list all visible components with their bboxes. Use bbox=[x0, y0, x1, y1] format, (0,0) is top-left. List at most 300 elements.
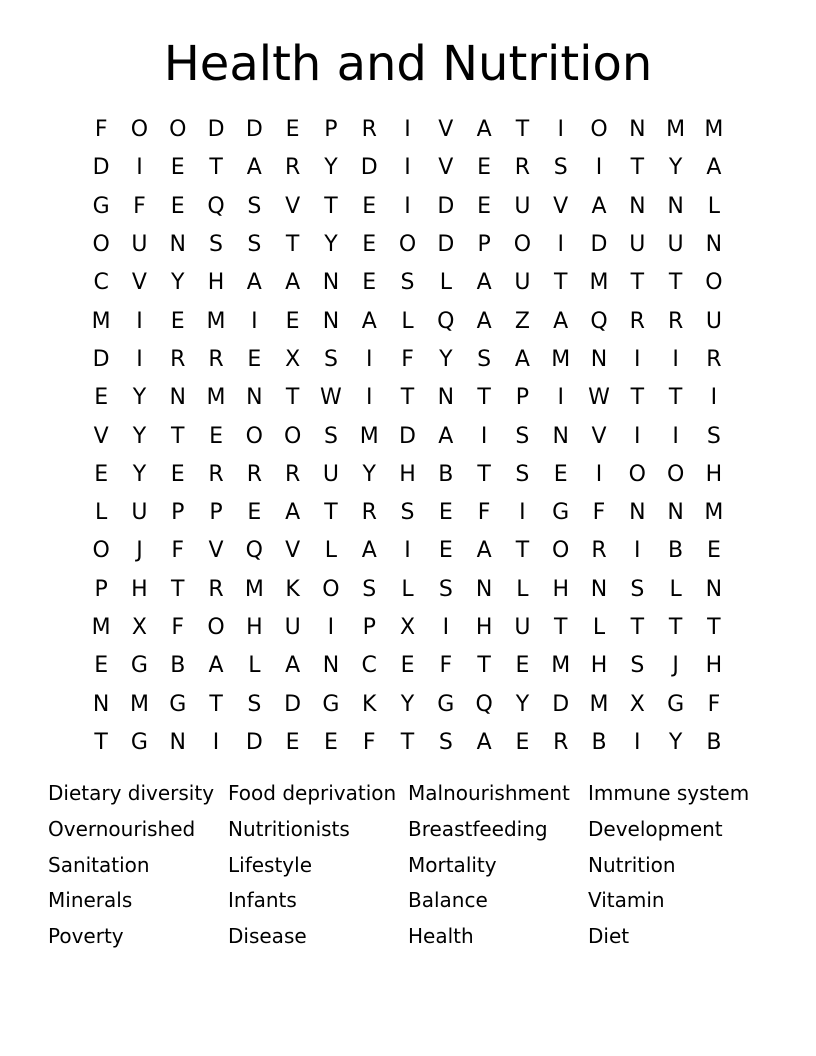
grid-letter: N bbox=[322, 270, 340, 296]
word-list-item: Dietary diversity bbox=[48, 781, 215, 805]
grid-letter: L bbox=[669, 576, 682, 602]
grid-letter: O bbox=[283, 423, 302, 449]
grid-letter: I bbox=[557, 232, 564, 258]
word-list-item: Infants bbox=[228, 888, 297, 913]
grid-letter: R bbox=[667, 308, 684, 334]
grid-letter: I bbox=[212, 729, 220, 755]
grid-letter: I bbox=[557, 117, 564, 143]
grid-letter: N bbox=[437, 385, 455, 411]
grid-letter: F bbox=[592, 500, 606, 526]
grid-letter: R bbox=[246, 461, 262, 487]
word-list-item: Nutritionists bbox=[228, 816, 350, 841]
grid-letter: V bbox=[553, 193, 569, 219]
grid-letter: F bbox=[439, 653, 453, 679]
grid-letter: I bbox=[634, 346, 641, 372]
grid-letter: L bbox=[439, 270, 452, 296]
grid-letter: D bbox=[437, 193, 455, 219]
grid-letter: T bbox=[324, 500, 338, 526]
grid-letter: U bbox=[667, 232, 684, 258]
grid-letter: M bbox=[244, 576, 264, 602]
grid-letter: I bbox=[442, 615, 450, 640]
grid-letter: B bbox=[591, 729, 607, 755]
grid-letter: X bbox=[131, 615, 147, 640]
grid-letter: H bbox=[399, 461, 416, 487]
grid-letter: S bbox=[400, 270, 415, 296]
grid-letter: U bbox=[514, 615, 531, 640]
grid-letter: W bbox=[320, 385, 342, 411]
grid-letter: R bbox=[591, 538, 607, 564]
grid-letter: L bbox=[324, 538, 338, 564]
grid-letter: P bbox=[171, 500, 185, 526]
grid-letter: J bbox=[136, 538, 143, 564]
grid-letter: N bbox=[322, 653, 340, 679]
grid-letter: Y bbox=[668, 729, 683, 755]
grid-letter: B bbox=[438, 461, 454, 487]
grid-letter: Y bbox=[400, 691, 415, 717]
grid-letter: N bbox=[629, 117, 646, 143]
grid-letter: H bbox=[207, 270, 225, 296]
grid-letter: I bbox=[480, 423, 488, 449]
grid-letter: S bbox=[477, 346, 492, 372]
grid-letter: E bbox=[94, 461, 109, 487]
grid-letter: M bbox=[91, 615, 111, 640]
grid-letter: A bbox=[438, 423, 454, 449]
grid-letter: A bbox=[246, 155, 262, 181]
grid-letter: E bbox=[362, 193, 377, 219]
grid-letter: D bbox=[399, 423, 416, 449]
grid-letter: M bbox=[206, 308, 226, 334]
grid-letter: E bbox=[477, 193, 492, 219]
word-list-item: Disease bbox=[228, 924, 307, 949]
grid-letter: R bbox=[706, 346, 722, 372]
grid-letter: E bbox=[170, 193, 185, 219]
grid-letter: L bbox=[707, 193, 721, 219]
grid-letter: S bbox=[362, 576, 377, 602]
grid-letter: G bbox=[92, 193, 110, 219]
grid-letter: P bbox=[515, 385, 530, 411]
grid-letter: L bbox=[401, 308, 414, 334]
grid-letter: T bbox=[668, 270, 683, 296]
grid-letter: E bbox=[362, 232, 377, 258]
grid-letter: I bbox=[136, 308, 143, 334]
grid-letter: I bbox=[672, 423, 679, 449]
grid-letter: G bbox=[552, 500, 570, 526]
grid-letter: G bbox=[130, 653, 148, 679]
grid-letter: H bbox=[705, 653, 723, 679]
grid-letter: O bbox=[705, 270, 723, 296]
grid-letter: A bbox=[476, 308, 492, 334]
grid-letter: T bbox=[630, 385, 645, 411]
grid-letter: M bbox=[551, 653, 571, 679]
grid-letter: F bbox=[94, 117, 108, 143]
word-list-item: Minerals bbox=[48, 888, 133, 913]
grid-letter: E bbox=[247, 500, 262, 526]
grid-letter: M bbox=[359, 423, 379, 449]
grid-letter: A bbox=[706, 155, 722, 181]
grid-letter: P bbox=[94, 576, 108, 602]
word-list-item: Mortality bbox=[408, 852, 497, 877]
word-list-item: Health bbox=[408, 924, 474, 949]
word-list-item: Breastfeeding bbox=[408, 816, 548, 841]
grid-letter: T bbox=[477, 385, 491, 411]
grid-letter: N bbox=[590, 576, 608, 602]
grid-letter: H bbox=[246, 615, 263, 640]
grid-letter: Y bbox=[362, 461, 376, 487]
grid-letter: M bbox=[704, 117, 724, 143]
grid-letter: S bbox=[706, 423, 721, 449]
word-list-item: Vitamin bbox=[588, 888, 665, 913]
grid-letter: V bbox=[285, 193, 301, 219]
grid-letter: I bbox=[519, 500, 526, 526]
grid-letter: T bbox=[285, 232, 300, 258]
grid-letter: W bbox=[588, 385, 610, 411]
grid-letter: D bbox=[590, 232, 608, 258]
grid-letter: O bbox=[245, 423, 263, 449]
word-list-item: Malnourishment bbox=[408, 781, 570, 805]
grid-letter: E bbox=[706, 538, 721, 564]
grid-letter: D bbox=[552, 691, 570, 717]
grid-letter: A bbox=[514, 346, 530, 372]
grid-letter: T bbox=[209, 155, 223, 181]
grid-letter: M bbox=[91, 308, 111, 334]
grid-letter: B bbox=[170, 653, 186, 679]
grid-letter: S bbox=[247, 232, 262, 258]
word-list-item: Diet bbox=[588, 924, 630, 949]
grid-letter: I bbox=[365, 385, 373, 411]
grid-letter: K bbox=[362, 691, 377, 717]
grid-letter: R bbox=[553, 729, 569, 755]
grid-letter: V bbox=[438, 155, 454, 181]
word-list-item: Lifestyle bbox=[228, 852, 313, 877]
grid-letter: V bbox=[438, 117, 454, 143]
grid-letter: I bbox=[251, 308, 258, 334]
grid-letter: O bbox=[552, 538, 570, 564]
grid-letter: L bbox=[401, 576, 414, 602]
grid-letter: B bbox=[668, 538, 684, 564]
grid-letter: P bbox=[362, 615, 376, 640]
grid-letter: N bbox=[705, 232, 723, 258]
grid-letter: O bbox=[322, 576, 340, 602]
grid-letter: M bbox=[129, 691, 149, 717]
grid-letter: R bbox=[361, 500, 377, 526]
grid-letter: Q bbox=[437, 308, 455, 334]
grid-letter: N bbox=[705, 576, 723, 602]
grid-letter: C bbox=[93, 270, 109, 296]
grid-letter: D bbox=[245, 729, 263, 755]
grid-letter: I bbox=[710, 385, 718, 411]
grid-letter: I bbox=[595, 155, 603, 181]
grid-letter: U bbox=[514, 193, 531, 219]
page-title: Health and Nutrition bbox=[163, 36, 653, 92]
word-list-item: Food deprivation bbox=[228, 781, 397, 805]
grid-letter: E bbox=[285, 308, 300, 334]
word-list-item: Overnourished bbox=[48, 816, 196, 841]
grid-letter: N bbox=[92, 691, 110, 717]
grid-letter: O bbox=[130, 117, 149, 143]
grid-letter: J bbox=[672, 653, 679, 679]
grid-letter: H bbox=[131, 576, 148, 602]
grid-letter: A bbox=[246, 270, 262, 296]
grid-letter: M bbox=[589, 270, 609, 296]
grid-letter: S bbox=[438, 729, 453, 755]
grid-letter: A bbox=[553, 308, 569, 334]
grid-letter: U bbox=[131, 500, 148, 526]
grid-letter: R bbox=[361, 117, 377, 143]
grid-letter: E bbox=[400, 653, 415, 679]
grid-letter: T bbox=[477, 653, 491, 679]
grid-letter: T bbox=[553, 270, 568, 296]
grid-letter: E bbox=[553, 461, 568, 487]
grid-letter: S bbox=[400, 500, 415, 526]
grid-letter: F bbox=[362, 729, 376, 755]
grid-letter: N bbox=[169, 385, 186, 411]
grid-letter: I bbox=[136, 346, 143, 372]
grid-letter: T bbox=[668, 615, 683, 640]
grid-letter: I bbox=[634, 729, 641, 755]
word-list-item: Poverty bbox=[48, 924, 124, 949]
grid-letter: G bbox=[437, 691, 455, 717]
grid-letter: U bbox=[131, 232, 148, 258]
grid-letter: R bbox=[208, 346, 224, 372]
grid-letter: L bbox=[95, 500, 108, 526]
grid-letter: K bbox=[285, 576, 300, 602]
grid-letter: F bbox=[707, 691, 721, 717]
word-list-item: Nutrition bbox=[588, 852, 676, 877]
grid-letter: E bbox=[285, 117, 300, 143]
grid-letter: A bbox=[285, 653, 301, 679]
grid-letter: R bbox=[284, 155, 301, 181]
grid-letter: M bbox=[666, 117, 686, 143]
grid-letter: S bbox=[515, 461, 530, 487]
grid-letter: G bbox=[322, 691, 340, 717]
grid-letter: T bbox=[400, 729, 415, 755]
grid-letter: O bbox=[590, 117, 608, 143]
grid-letter: N bbox=[169, 729, 186, 755]
grid-letter: G bbox=[667, 691, 685, 717]
grid-letter: I bbox=[672, 346, 679, 372]
grid-letter: E bbox=[362, 270, 377, 296]
grid-letter: A bbox=[476, 270, 492, 296]
grid-letter: T bbox=[553, 615, 568, 640]
grid-letter: N bbox=[667, 500, 684, 526]
grid-letter: Y bbox=[171, 270, 185, 296]
grid-letter: D bbox=[245, 117, 263, 143]
grid-letter: I bbox=[634, 423, 641, 449]
grid-letter: P bbox=[324, 117, 338, 143]
grid-letter: P bbox=[477, 232, 491, 258]
word-list-item: Immune system bbox=[588, 781, 750, 805]
grid-letter: U bbox=[514, 270, 531, 296]
grid-letter: Q bbox=[475, 691, 493, 717]
grid-letter: D bbox=[92, 346, 110, 372]
grid-letter: H bbox=[590, 653, 608, 679]
grid-letter: N bbox=[667, 193, 684, 219]
grid-letter: H bbox=[705, 461, 723, 487]
grid-letter: S bbox=[323, 346, 338, 372]
grid-letter: E bbox=[247, 346, 262, 372]
grid-letter: T bbox=[668, 385, 683, 411]
grid-letter: I bbox=[404, 117, 411, 143]
grid-letter: S bbox=[247, 691, 262, 717]
grid-letter: Y bbox=[324, 232, 338, 258]
grid-letter: V bbox=[131, 270, 147, 296]
grid-letter: O bbox=[628, 461, 646, 487]
grid-letter: Y bbox=[668, 155, 683, 181]
grid-letter: Q bbox=[207, 193, 225, 219]
grid-letter: N bbox=[246, 385, 263, 411]
grid-letter: D bbox=[284, 691, 302, 717]
grid-letter: F bbox=[171, 615, 185, 640]
grid-letter: I bbox=[404, 155, 411, 181]
grid-letter: T bbox=[515, 538, 530, 564]
grid-letter: E bbox=[170, 308, 185, 334]
grid-letter: U bbox=[284, 615, 301, 640]
grid-letter: C bbox=[361, 653, 377, 679]
grid-letter: Y bbox=[132, 461, 147, 487]
grid-letter: I bbox=[404, 193, 411, 219]
grid-letter: A bbox=[361, 308, 377, 334]
word-list-item: Development bbox=[588, 816, 723, 841]
grid-letter: V bbox=[208, 538, 224, 564]
grid-letter: O bbox=[207, 615, 225, 640]
grid-letter: O bbox=[92, 232, 110, 258]
grid-letter: T bbox=[707, 615, 721, 640]
grid-letter: X bbox=[285, 346, 301, 372]
grid-letter: S bbox=[515, 423, 530, 449]
grid-letter: M bbox=[589, 691, 609, 717]
grid-letter: I bbox=[595, 461, 603, 487]
grid-letter: O bbox=[513, 232, 532, 258]
grid-letter: A bbox=[476, 538, 492, 564]
grid-letter: E bbox=[170, 155, 185, 181]
grid-letter: T bbox=[171, 423, 185, 449]
grid-letter: E bbox=[438, 500, 453, 526]
grid-letter: S bbox=[247, 193, 262, 219]
grid-letter: F bbox=[477, 500, 491, 526]
grid-letter: T bbox=[94, 729, 108, 755]
grid-letter: T bbox=[324, 193, 338, 219]
grid-letter: T bbox=[630, 615, 645, 640]
grid-letter: L bbox=[516, 576, 529, 602]
grid-letter: G bbox=[130, 729, 148, 755]
grid-letter: R bbox=[208, 461, 224, 487]
grid-letter: E bbox=[438, 538, 453, 564]
grid-letter: U bbox=[705, 308, 722, 334]
grid-letter: E bbox=[170, 461, 185, 487]
grid-letter: S bbox=[209, 232, 224, 258]
grid-letter: D bbox=[437, 232, 455, 258]
grid-letter: P bbox=[209, 500, 223, 526]
word-list bbox=[48, 778, 768, 957]
grid-letter: U bbox=[322, 461, 339, 487]
grid-letter: I bbox=[136, 155, 143, 181]
grid-letter: Y bbox=[439, 346, 453, 372]
grid-letter: N bbox=[552, 423, 569, 449]
word-list-item: Sanitation bbox=[48, 852, 150, 877]
grid-letter: Q bbox=[245, 538, 263, 564]
grid-letter: T bbox=[630, 270, 645, 296]
grid-letter: E bbox=[477, 155, 492, 181]
grid-letter: E bbox=[94, 653, 109, 679]
grid-letter: A bbox=[361, 538, 377, 564]
grid-letter: T bbox=[630, 155, 645, 181]
grid-letter: Y bbox=[132, 423, 147, 449]
grid-letter: T bbox=[171, 576, 185, 602]
grid-letter: N bbox=[475, 576, 493, 602]
grid-letter: A bbox=[591, 193, 607, 219]
grid-letter: H bbox=[475, 615, 493, 640]
grid-letter: R bbox=[514, 155, 531, 181]
grid-letter: I bbox=[557, 385, 564, 411]
grid-letter: R bbox=[629, 308, 645, 334]
grid-letter: O bbox=[92, 538, 110, 564]
letter-grid bbox=[82, 111, 733, 762]
grid-letter: B bbox=[706, 729, 722, 755]
grid-letter: X bbox=[399, 615, 416, 640]
grid-letter: A bbox=[476, 117, 492, 143]
grid-letter: F bbox=[133, 193, 146, 219]
grid-letter: S bbox=[630, 653, 645, 679]
grid-letter: E bbox=[323, 729, 338, 755]
grid-letter: V bbox=[93, 423, 109, 449]
grid-letter: A bbox=[285, 500, 301, 526]
grid-letter: Y bbox=[515, 691, 530, 717]
grid-letter: E bbox=[515, 653, 530, 679]
grid-letter: F bbox=[401, 346, 414, 372]
grid-letter: S bbox=[323, 423, 338, 449]
grid-letter: L bbox=[592, 615, 606, 640]
grid-letter: I bbox=[365, 346, 373, 372]
grid-letter: N bbox=[629, 500, 646, 526]
grid-letter: A bbox=[208, 653, 224, 679]
grid-letter: A bbox=[285, 270, 301, 296]
grid-letter: D bbox=[360, 155, 378, 181]
grid-letter: E bbox=[515, 729, 530, 755]
grid-letter: U bbox=[629, 232, 646, 258]
grid-letter: N bbox=[322, 308, 340, 334]
grid-letter: A bbox=[476, 729, 492, 755]
grid-letter: S bbox=[630, 576, 645, 602]
grid-letter: G bbox=[169, 691, 187, 717]
grid-letter: E bbox=[209, 423, 223, 449]
grid-letter: T bbox=[285, 385, 300, 411]
grid-letter: T bbox=[400, 385, 415, 411]
grid-letter: Q bbox=[590, 308, 608, 334]
grid-letter: T bbox=[477, 461, 491, 487]
grid-letter: X bbox=[629, 691, 645, 717]
grid-letter: O bbox=[398, 232, 417, 258]
grid-letter: F bbox=[171, 538, 185, 564]
grid-letter: I bbox=[404, 538, 411, 564]
grid-letter: M bbox=[551, 346, 571, 372]
grid-letter: R bbox=[170, 346, 186, 372]
grid-letter: E bbox=[285, 729, 300, 755]
grid-letter: V bbox=[285, 538, 301, 564]
grid-letter: Z bbox=[514, 308, 530, 334]
grid-letter: M bbox=[704, 500, 724, 526]
grid-letter: I bbox=[634, 538, 641, 564]
grid-letter: T bbox=[209, 691, 223, 717]
grid-letter: R bbox=[284, 461, 301, 487]
grid-letter: Y bbox=[132, 385, 147, 411]
grid-letter: D bbox=[207, 117, 225, 143]
grid-letter: E bbox=[94, 385, 109, 411]
grid-letter: Y bbox=[324, 155, 338, 181]
grid-letter: N bbox=[629, 193, 646, 219]
grid-letter: D bbox=[92, 155, 110, 181]
grid-letter: N bbox=[169, 232, 186, 258]
grid-letter: T bbox=[515, 117, 530, 143]
